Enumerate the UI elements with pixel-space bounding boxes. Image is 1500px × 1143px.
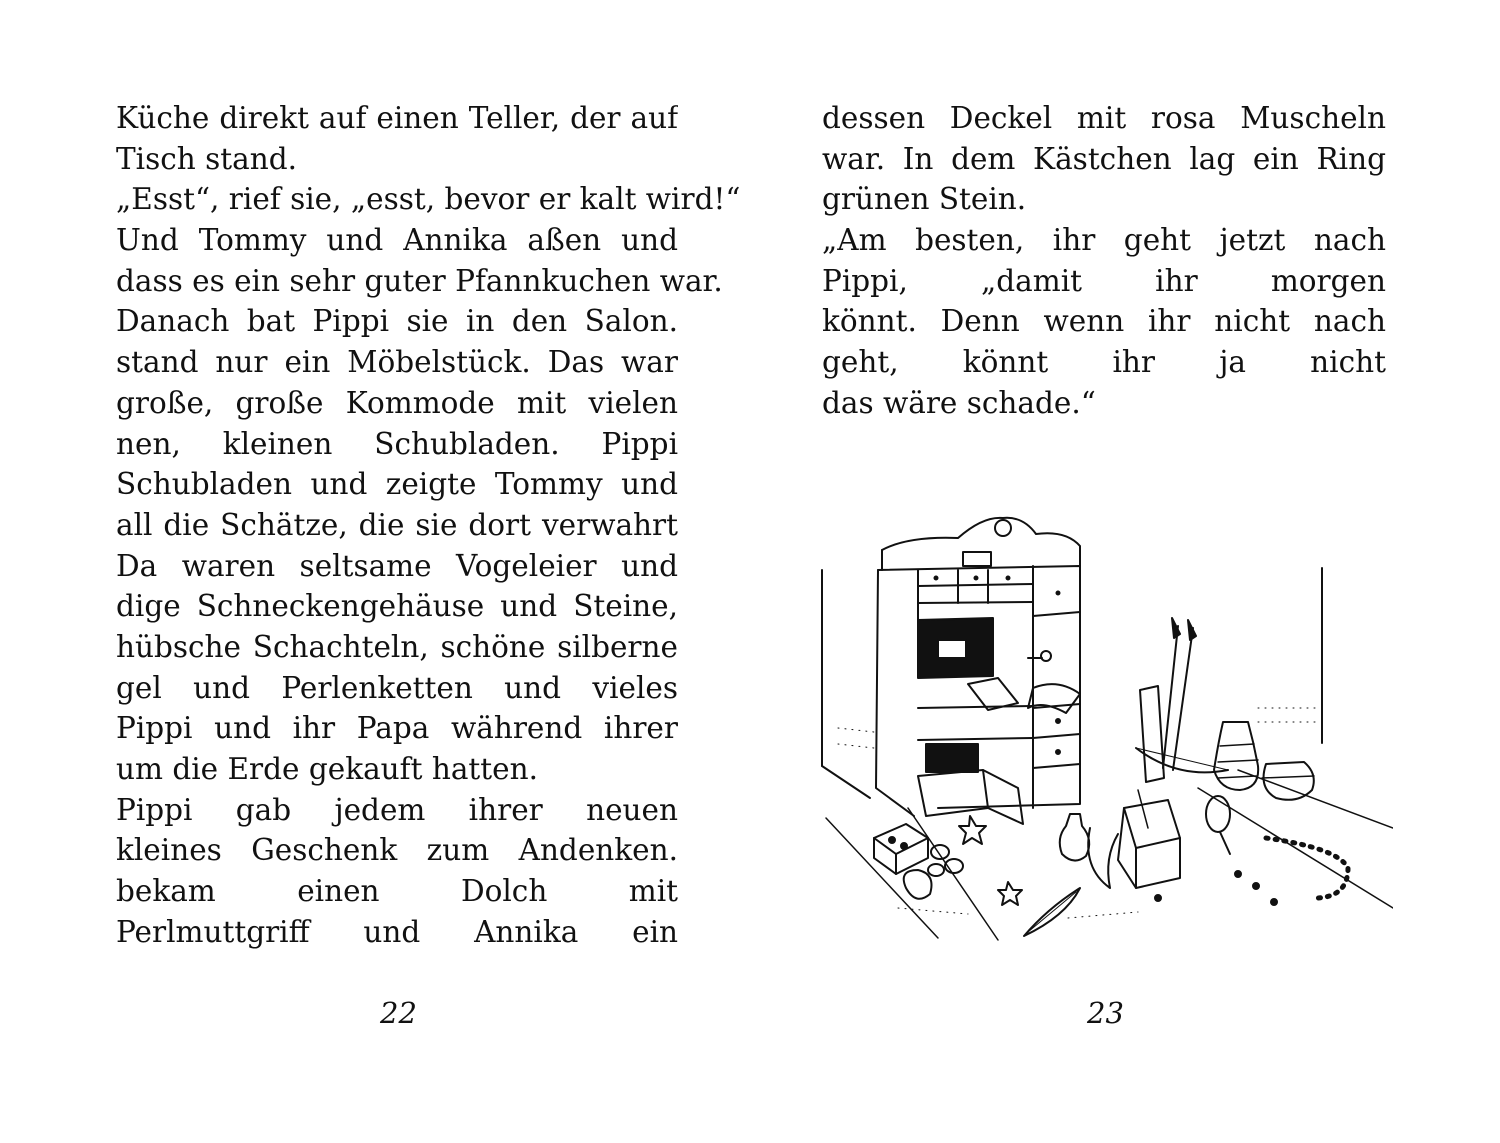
text-line: dessen Deckel mit rosa Muscheln — [822, 101, 1386, 135]
page-number: 22 — [380, 996, 417, 1030]
text-line: Pippi und ihr Papa während ihrer — [116, 711, 678, 746]
text-line: all die Schätze, die sie dort verwahrt — [116, 507, 678, 542]
chest-of-drawers-illustration — [818, 508, 1393, 948]
text-line: gel und Perlenketten und vieles — [116, 670, 678, 705]
text-line: grünen Stein. — [822, 182, 1027, 217]
text-line: dige Schneckengehäuse und Steine, — [116, 589, 678, 624]
text-line: hübsche Schachteln, schöne silberne — [116, 629, 678, 664]
text-line: Perlmuttgriff und Annika ein — [116, 914, 678, 949]
text-line: nen, kleinen Schubladen. Pippi — [116, 426, 678, 461]
text-line: Schubladen und zeigte Tommy und — [116, 467, 678, 502]
text-line: große, große Kommode mit vielen — [116, 385, 678, 420]
page-number: 23 — [1087, 996, 1124, 1030]
text-line: kleines Geschenk zum Andenken. — [116, 833, 678, 868]
text-line: dass es ein sehr guter Pfannkuchen war. — [116, 263, 723, 298]
text-line: Küche direkt auf einen Teller, der auf — [116, 101, 678, 135]
text-line: stand nur ein Möbelstück. Das war — [116, 345, 678, 380]
text-line: geht, könnt ihr ja nicht — [822, 345, 1386, 380]
text-line: Da waren seltsame Vogeleier und — [116, 548, 678, 583]
right-page — [750, 0, 1500, 1143]
text-line: Pippi, „damit ihr morgen — [822, 263, 1386, 298]
text-line: „Esst“, rief sie, „esst, bevor er kalt wird!“ — [116, 182, 741, 217]
text-line: Pippi gab jedem ihrer neuen — [116, 792, 678, 827]
text-line: war. In dem Kästchen lag ein Ring — [822, 141, 1386, 176]
text-line: das wäre schade.“ — [822, 385, 1096, 420]
text-line: Danach bat Pippi sie in den Salon. — [116, 304, 678, 339]
text-line: Und Tommy und Annika aßen und — [116, 223, 678, 258]
right-page-text — [822, 98, 1386, 424]
text-line: Tisch stand. — [116, 141, 297, 176]
left-page-text — [116, 98, 741, 952]
text-line: könnt. Denn wenn ihr nicht nach — [822, 304, 1386, 339]
text-line: bekam einen Dolch mit — [116, 874, 678, 909]
text-line: um die Erde gekauft hatten. — [116, 752, 538, 786]
text-line: „Am besten, ihr geht jetzt nach — [822, 223, 1386, 258]
